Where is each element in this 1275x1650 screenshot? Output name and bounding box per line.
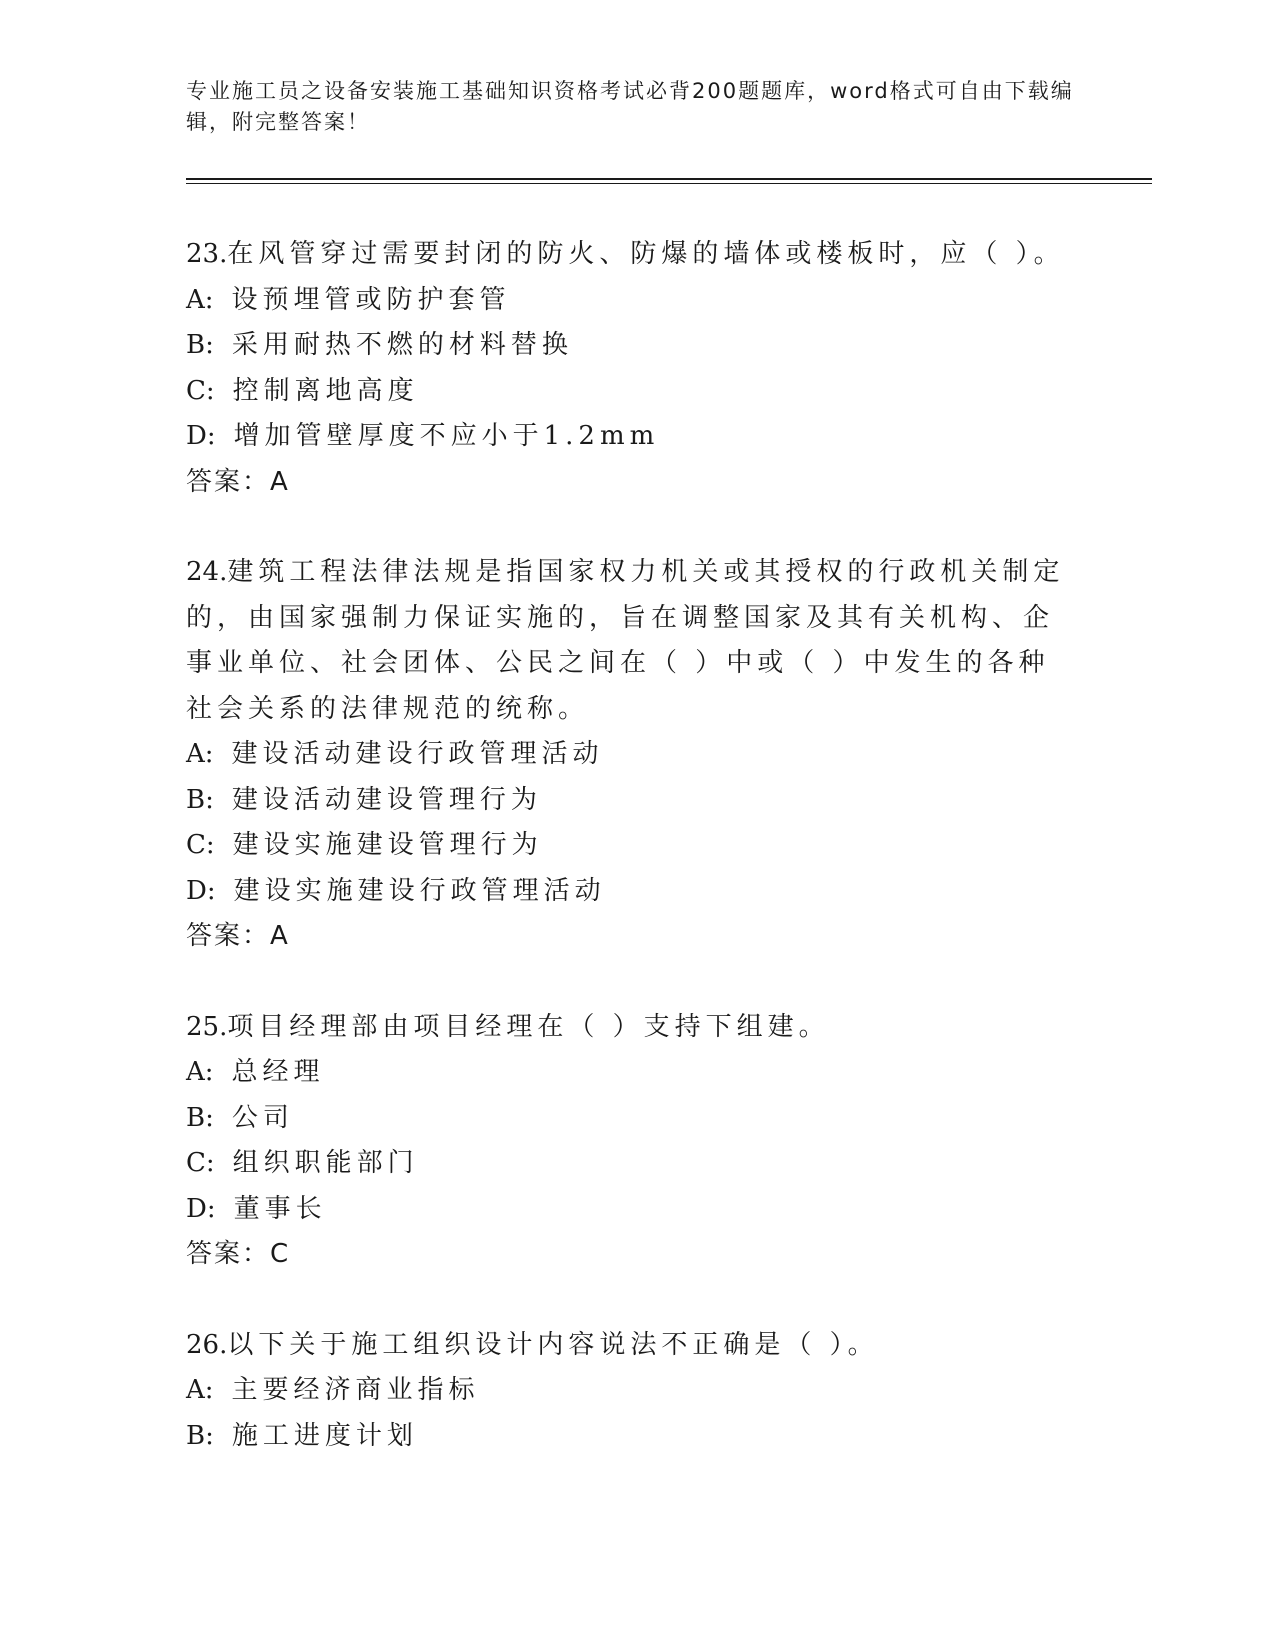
option-text: 建设实施建设行政管理活动 <box>233 875 606 906</box>
option-text: 董事长 <box>233 1193 327 1224</box>
question-text: 项目经理部由项目经理在（ ）支持下组建。 <box>227 1011 830 1042</box>
question-number: 26. <box>186 1329 228 1360</box>
option-key: B <box>186 1420 206 1451</box>
option-text: 施工进度计划 <box>231 1420 418 1451</box>
option-key: B <box>186 1102 206 1133</box>
option-separator: : <box>205 330 214 360</box>
option-c <box>186 823 1066 869</box>
option-separator: : <box>204 1057 214 1087</box>
option-text: 建设实施建设管理行为 <box>232 830 543 860</box>
option-b <box>186 1096 1066 1142</box>
option-separator: : <box>204 284 214 315</box>
header-divider-thin <box>186 183 1152 184</box>
option-key: D <box>186 1193 207 1224</box>
option-a <box>186 1050 1066 1096</box>
option-a <box>186 732 1066 778</box>
answer-line <box>186 1232 1066 1278</box>
answer-label: 答案： <box>186 1239 271 1269</box>
option-text: 建设活动建设管理行为 <box>231 784 542 815</box>
answer-line <box>186 460 1066 506</box>
option-b <box>186 1414 1066 1460</box>
question-25 <box>186 1005 1066 1278</box>
answer-value: A <box>270 921 290 951</box>
option-separator: : <box>205 830 215 860</box>
question-number: 25. <box>186 1011 228 1042</box>
option-key: A <box>186 1375 205 1405</box>
option-separator: : <box>204 739 214 769</box>
question-24 <box>186 550 1066 960</box>
question-list <box>186 232 1066 1504</box>
option-d <box>186 414 1066 460</box>
option-separator: : <box>205 1148 215 1178</box>
question-number: 23. <box>186 239 228 269</box>
question-23 <box>186 232 1066 505</box>
option-text: 主要经济商业指标 <box>231 1375 480 1405</box>
question-stem <box>186 550 1066 732</box>
answer-label: 答案： <box>186 921 271 951</box>
option-key: C <box>186 1148 206 1178</box>
option-separator: : <box>205 375 215 406</box>
question-number: 24. <box>186 557 228 587</box>
option-text: 组织职能部门 <box>232 1148 419 1178</box>
option-separator: : <box>206 875 216 906</box>
option-a <box>186 1368 1066 1414</box>
option-key: D <box>186 421 207 451</box>
option-text: 公司 <box>231 1102 294 1133</box>
option-separator: : <box>205 1420 214 1451</box>
option-text: 建设活动建设行政管理活动 <box>231 739 604 769</box>
question-stem <box>186 1005 1066 1051</box>
option-separator: : <box>205 784 214 815</box>
option-key: A <box>186 1057 205 1087</box>
option-key: C <box>186 375 206 406</box>
option-key: C <box>186 830 206 860</box>
option-text: 采用耐热不燃的材料替换 <box>231 330 573 360</box>
option-separator: : <box>204 1375 214 1405</box>
answer-line <box>186 914 1066 960</box>
option-text: 增加管壁厚度不应小于1.2mm <box>233 421 660 451</box>
question-stem <box>186 1323 1066 1369</box>
option-c <box>186 369 1066 415</box>
question-text: 建筑工程法律法规是指国家权力机关或其授权的行政机关制定的，由国家强制力保证实施的，旨在调整国家及其有关机构、企事业单位、社会团体、公民之间在（ ）中或（ ）中发生的各种社会关系的法律规范的统称。 <box>186 557 1065 724</box>
document-header-title: 专业施工员之设备安装施工基础知识资格考试必背200题题库，word格式可自由下载编辑，附完整答案！ <box>186 79 1074 134</box>
option-text: 控制离地高度 <box>232 375 419 406</box>
option-d <box>186 869 1066 915</box>
question-stem <box>186 232 1066 278</box>
answer-value: A <box>270 466 290 497</box>
option-d <box>186 1187 1066 1233</box>
option-text: 总经理 <box>231 1057 325 1087</box>
option-a <box>186 278 1066 324</box>
option-text: 设预埋管或防护套管 <box>231 284 511 315</box>
option-key: A <box>186 284 205 315</box>
option-key: B <box>186 330 206 360</box>
option-key: B <box>186 784 206 815</box>
option-b <box>186 323 1066 369</box>
question-text: 以下关于施工组织设计内容说法不正确是（ ）。 <box>227 1329 879 1360</box>
header-divider-thick <box>186 178 1152 180</box>
option-b <box>186 778 1066 824</box>
question-26 <box>186 1323 1066 1460</box>
option-separator: : <box>205 1102 214 1133</box>
option-separator: : <box>206 1193 216 1224</box>
question-text: 在风管穿过需要封闭的防火、防爆的墙体或楼板时，应（ ）。 <box>227 239 1065 269</box>
option-key: D <box>186 875 207 906</box>
answer-label: 答案： <box>186 466 271 497</box>
option-key: A <box>186 739 205 769</box>
option-separator: : <box>206 421 216 451</box>
answer-value: C <box>270 1239 291 1269</box>
option-c <box>186 1141 1066 1187</box>
